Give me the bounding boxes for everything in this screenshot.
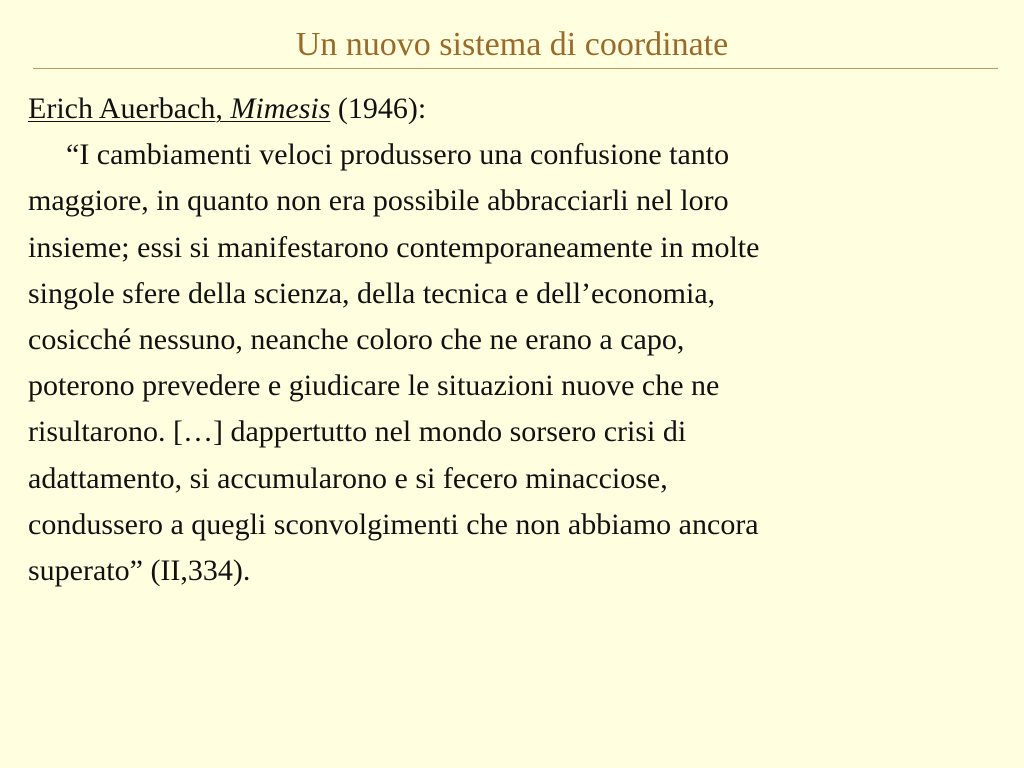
citation-source xyxy=(28,92,330,125)
quote-line: “I cambiamenti veloci produssero una confusione tanto xyxy=(66,138,730,172)
quote-line: superato” (II,334). xyxy=(28,554,251,588)
quote-line: risultarono. […] dappertutto nel mondo sorsero crisi di xyxy=(28,415,687,449)
quote-line: singole sfere della scienza, della tecnica e dell’economia, xyxy=(28,276,716,310)
quote-line: cosicché nessuno, neanche coloro che ne erano a capo, xyxy=(28,323,685,357)
title-divider xyxy=(33,68,998,69)
citation-year: (1946): xyxy=(330,92,427,125)
quote-line: poterono prevedere e giudicare le situazioni nuove che ne xyxy=(28,369,720,403)
slide-body xyxy=(28,86,988,594)
slide-title: Un nuovo sistema di coordinate xyxy=(295,26,729,63)
quote-line: adattamento, si accumularono e si fecero minacciose, xyxy=(28,461,668,495)
citation-line xyxy=(28,86,988,132)
quote-line: maggiore, in quanto non era possibile abbracciarli nel loro xyxy=(28,184,729,218)
quote-line: condussero a quegli sconvolgimenti che non abbiamo ancora xyxy=(28,507,759,541)
citation-author: Erich Auerbach, xyxy=(28,92,231,125)
citation-work-title: Mimesis xyxy=(230,92,331,125)
quote-line: insieme; essi si manifestarono contemporaneamente in molte xyxy=(28,230,760,264)
